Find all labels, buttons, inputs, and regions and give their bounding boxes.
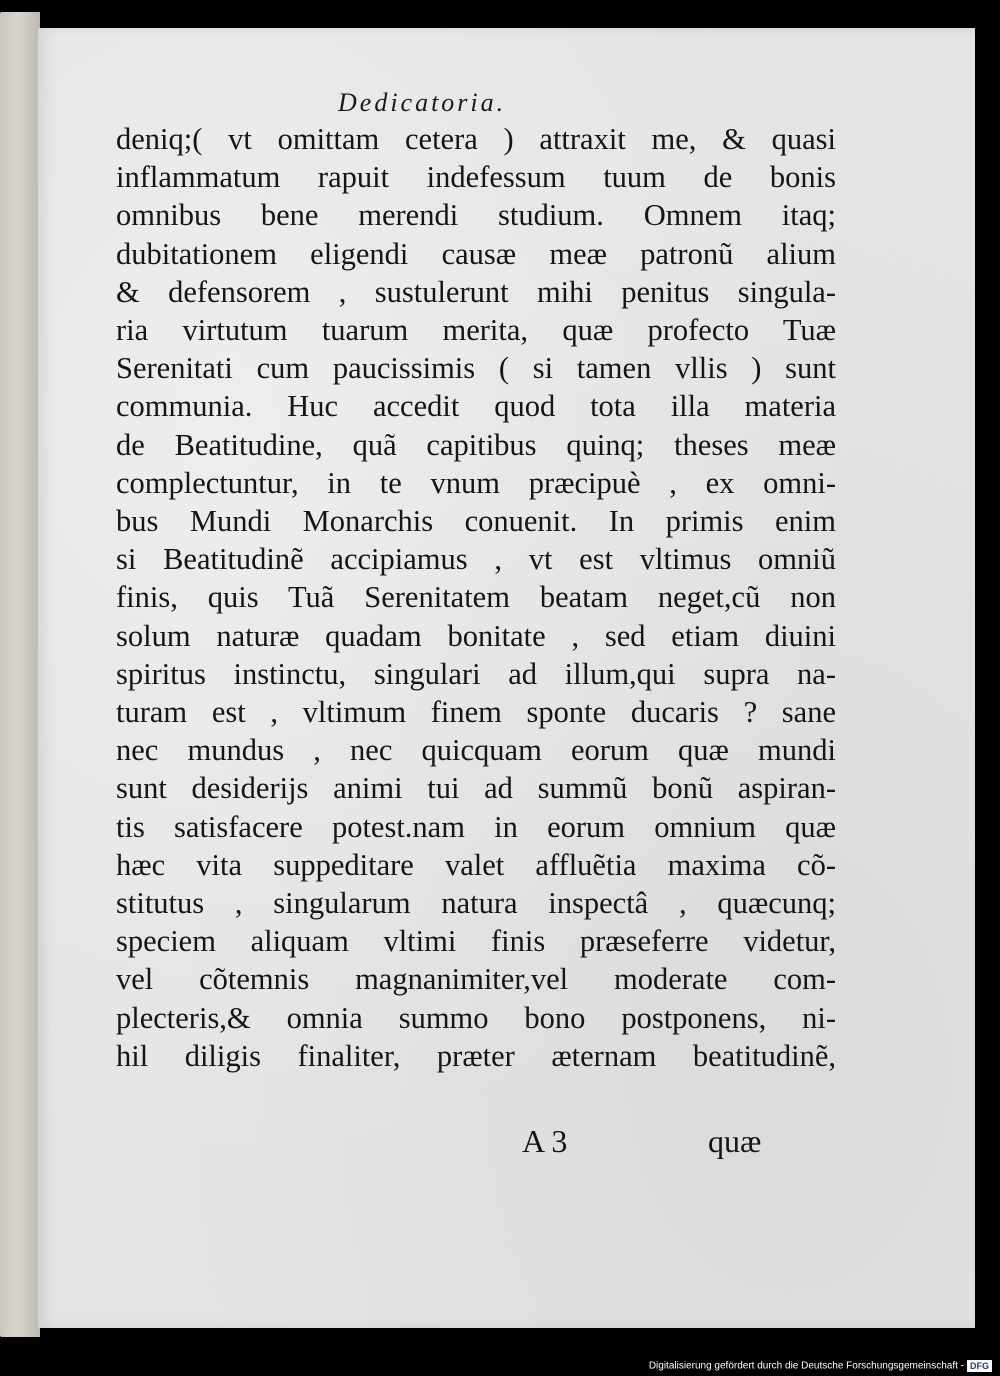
text-line: inflammatum rapuit indefessum tuum de bonis [116,160,836,195]
text-line: bus Mundi Monarchis conuenit. In primis enim [116,504,836,539]
digitization-credit [649,1360,992,1372]
text-line: tis satisfacere potest.nam in eorum omnium quæ [116,809,836,844]
signature-mark: A 3 [522,1123,568,1159]
text-line: plecteris,& omnia summo bono postponens, ni- [116,1000,836,1035]
text-line: hæc vita suppeditare valet affluẽtia maxima cõ- [116,847,836,882]
text-line: communia. Huc accedit quod tota illa materia [116,389,836,424]
text-line: si Beatitudinẽ accipiamus , vt est vltimus omniũ [116,542,836,577]
body-text [116,120,836,1075]
text-line: de Beatitudine, quã capitibus quinq; theses meæ [116,427,836,462]
text-line: stitutus , singularum natura inspectâ , quæcunq; [116,886,836,921]
dfg-logo: DFG [967,1360,992,1372]
text-line: deniq;( vt omittam cetera ) attraxit me, & quasi [116,122,836,156]
text-line: Serenitati cum paucissimis ( si tamen vllis ) sunt [116,351,836,386]
page-foot [38,1123,975,1163]
text-line: nec mundus , nec quicquam eorum quæ mundi [116,733,836,768]
text-line: hil diligis finaliter, præter æternam beatitudinẽ, [116,1038,836,1073]
text-line: vel cõtemnis magnanimiter,vel moderate com- [116,962,836,997]
credit-text: Digitalisierung gefördert durch die Deutsche Forschungsgemeinschaft - [648,1360,964,1372]
text-line: solum naturæ quadam bonitate , sed etiam diuini [116,618,836,653]
text-line: complectuntur, in te vnum præcipuè , ex omni- [116,465,836,500]
text-line: spiritus instinctu, singulari ad illum,qui supra na- [116,656,836,691]
text-line: sunt desiderijs animi tui ad summũ bonũ aspiran- [116,771,836,806]
text-line: & defensorem , sustulerunt mihi penitus singula- [116,274,836,309]
book-page [38,28,975,1328]
book-edge [0,12,40,1337]
text-line: turam est , vltimum finem sponte ducaris ? sane [116,695,836,730]
text-line: speciem aliquam vltimi finis præseferre videtur, [116,924,836,959]
running-head: Dedicatoria. [338,88,507,117]
text-line: finis, quis Tuã Serenitatem beatam neget,cũ non [116,580,836,615]
text-line: dubitationem eligendi causæ meæ patronũ alium [116,236,836,271]
catchword: quæ [708,1123,762,1159]
text-line: ria virtutum tuarum merita, quæ profecto Tuæ [116,313,836,348]
text-line: omnibus bene merendi studium. Omnem itaq; [116,198,836,233]
